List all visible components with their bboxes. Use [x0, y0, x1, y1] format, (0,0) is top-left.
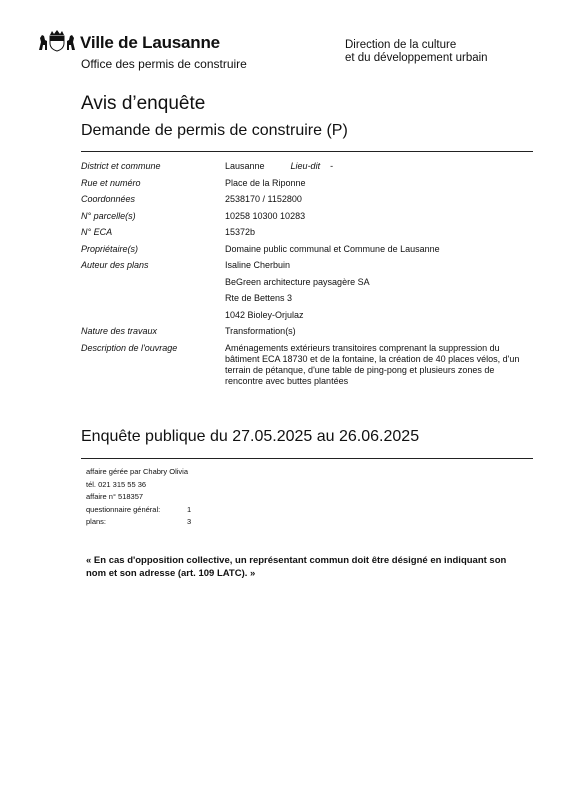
case-info — [86, 467, 191, 530]
field-row-proprietaire — [81, 244, 541, 261]
field-row-parcelle — [81, 211, 541, 228]
department-line-2: et du développement urbain — [345, 52, 488, 64]
divider-top — [81, 151, 533, 152]
plans-label: plans: — [86, 517, 107, 526]
field-row-district — [81, 161, 541, 178]
auteur-line: 1042 Bioley-Orjulaz — [225, 309, 304, 320]
case-number: affaire n° 518357 — [86, 492, 144, 501]
field-label: Coordonnées — [81, 194, 136, 204]
district-value: Lausanne — [225, 161, 265, 171]
field-value — [225, 161, 541, 178]
auteur-line: Isaline Cherbuin — [225, 260, 291, 270]
page-subtitle: Demande de permis de construire (P) — [81, 122, 348, 139]
field-value: 2538170 / 1152800 — [225, 194, 302, 204]
field-label: Description de l'ouvrage — [81, 342, 178, 353]
field-row-nature — [81, 326, 541, 343]
field-value: Domaine public communal et Commune de Lausanne — [225, 243, 440, 254]
field-value — [225, 260, 541, 326]
field-value: 15372b — [225, 227, 256, 237]
divider-bottom — [81, 458, 533, 459]
plans-value: 3 — [187, 517, 192, 526]
field-row-rue — [81, 178, 541, 195]
field-label: N° parcelle(s) — [81, 210, 136, 221]
department — [345, 39, 488, 65]
lausanne-coat-of-arms-icon — [38, 30, 76, 52]
field-value: Aménagements extérieurs transitoires comprenant la suppression du bâtiment ECA 18730 et de la fontaine, la création de 40 places vélos, d'un terrain de pétanque, d'une table de ping-pong et plusieurs zones de rencontre avec buttes plantées — [225, 342, 520, 386]
field-label: District et commune — [81, 161, 161, 171]
lieu-dit-label: Lieu-dit — [290, 161, 321, 171]
org-name: Ville de Lausanne — [80, 33, 220, 52]
field-label: N° ECA — [81, 227, 113, 237]
fields-table — [81, 161, 541, 387]
field-label: Nature des travaux — [81, 326, 158, 336]
auteur-line: BeGreen architecture paysagère SA — [225, 276, 370, 287]
lieu-dit-value: - — [330, 161, 334, 171]
field-label: Rue et numéro — [81, 177, 141, 188]
field-row-description — [81, 343, 541, 387]
department-line-1: Direction de la culture — [345, 39, 457, 51]
page-title: Avis d’enquête — [81, 93, 206, 114]
questionnaire-row — [86, 505, 191, 518]
questionnaire-label: questionnaire général: — [86, 504, 161, 514]
auteur-line: Rte de Bettens 3 — [225, 293, 293, 303]
field-label: Propriétaire(s) — [81, 243, 139, 254]
enquete-period: Enquête publique du 27.05.2025 au 26.06.2025 — [81, 428, 420, 445]
plans-row — [86, 517, 191, 530]
logo — [38, 30, 76, 52]
org-sub: Office des permis de construire — [81, 57, 247, 71]
field-value: 10258 10300 10283 — [225, 210, 306, 221]
field-row-coordonnees — [81, 194, 541, 211]
field-row-eca — [81, 227, 541, 244]
field-row-auteur — [81, 260, 541, 326]
field-value: Place de la Riponne — [225, 177, 306, 188]
opposition-notice: « En cas d'opposition collective, un représentant commun doit être désigné en indiquant son nom et son adresse (art. 109 LATC). » — [86, 555, 507, 579]
questionnaire-value: 1 — [187, 504, 192, 514]
case-manager: affaire gérée par Chabry Olivia — [86, 467, 188, 476]
case-phone: tél. 021 315 55 36 — [86, 479, 147, 489]
field-label: Auteur des plans — [81, 260, 149, 270]
field-value: Transformation(s) — [225, 326, 296, 336]
